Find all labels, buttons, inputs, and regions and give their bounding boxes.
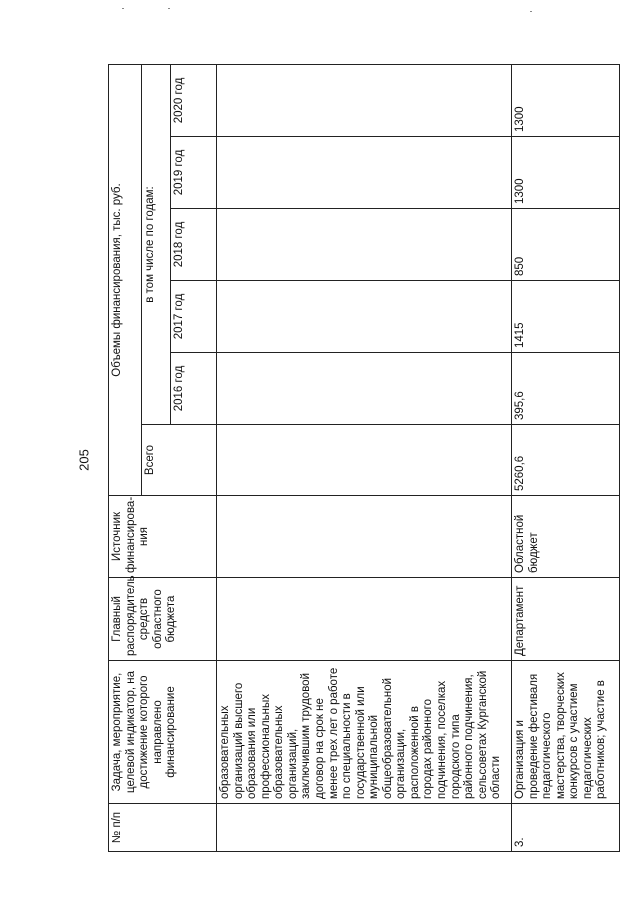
header-num: № п/п xyxy=(109,804,217,852)
row-2016 xyxy=(217,353,512,425)
row-total: 5260,6 xyxy=(512,425,620,496)
row-source: Областной бюджет xyxy=(512,496,620,578)
row-distributor xyxy=(217,578,512,661)
header-year-2016: 2016 год xyxy=(171,353,217,425)
financing-table xyxy=(108,64,620,852)
row-task: Организация и проведение фестиваля педагогического мастерства, творческих конкурсов с участием педагогических работников; участие в xyxy=(512,661,620,804)
row-2018 xyxy=(217,209,512,281)
row-2019 xyxy=(217,137,512,209)
header-task: Задача, мероприятие, целевой индикатор, на достижение которого направлено финансирование xyxy=(109,661,217,804)
header-total: Всего xyxy=(142,425,217,496)
row-2016: 395,6 xyxy=(512,353,620,425)
scan-speck xyxy=(168,8,170,9)
row-2017 xyxy=(217,281,512,353)
table-row xyxy=(512,64,620,851)
header-year-2017: 2017 год xyxy=(171,281,217,353)
row-source xyxy=(217,496,512,578)
header-year-2019: 2019 год xyxy=(171,137,217,209)
rotated-page xyxy=(108,65,620,852)
row-2020 xyxy=(217,64,512,136)
scan-speck xyxy=(122,8,124,9)
header-volumes: Объемы финансирования, тыс. руб. xyxy=(109,64,142,495)
row-num: 3. xyxy=(512,804,620,852)
row-distributor: Департамент xyxy=(512,578,620,661)
header-distributor: Главный распорядитель средств областного бюджета xyxy=(109,578,217,661)
header-year-2020: 2020 год xyxy=(171,64,217,136)
row-2018: 850 xyxy=(512,209,620,281)
header-year-2018: 2018 год xyxy=(171,209,217,281)
scan-speck xyxy=(530,11,532,12)
row-2017: 1415 xyxy=(512,281,620,353)
row-total xyxy=(217,425,512,496)
table-row xyxy=(217,64,512,851)
header-by-years: в том числе по годам: xyxy=(142,64,171,424)
row-num xyxy=(217,804,512,852)
header-source: Источник финансирова-ния xyxy=(109,496,217,578)
row-2020: 1300 xyxy=(512,64,620,136)
row-2019: 1300 xyxy=(512,137,620,209)
row-task: образовательных организаций высшего образования или профессиональных образовательных организаций, заключившим трудовой договор на срок не менее трех лет о работе по специальности в государственной или муниципальной общеобразовательной организации, расположенной в городах районного подчинения, поселках городского типа районного подчинения, сельсоветах Курганской области xyxy=(217,661,512,804)
